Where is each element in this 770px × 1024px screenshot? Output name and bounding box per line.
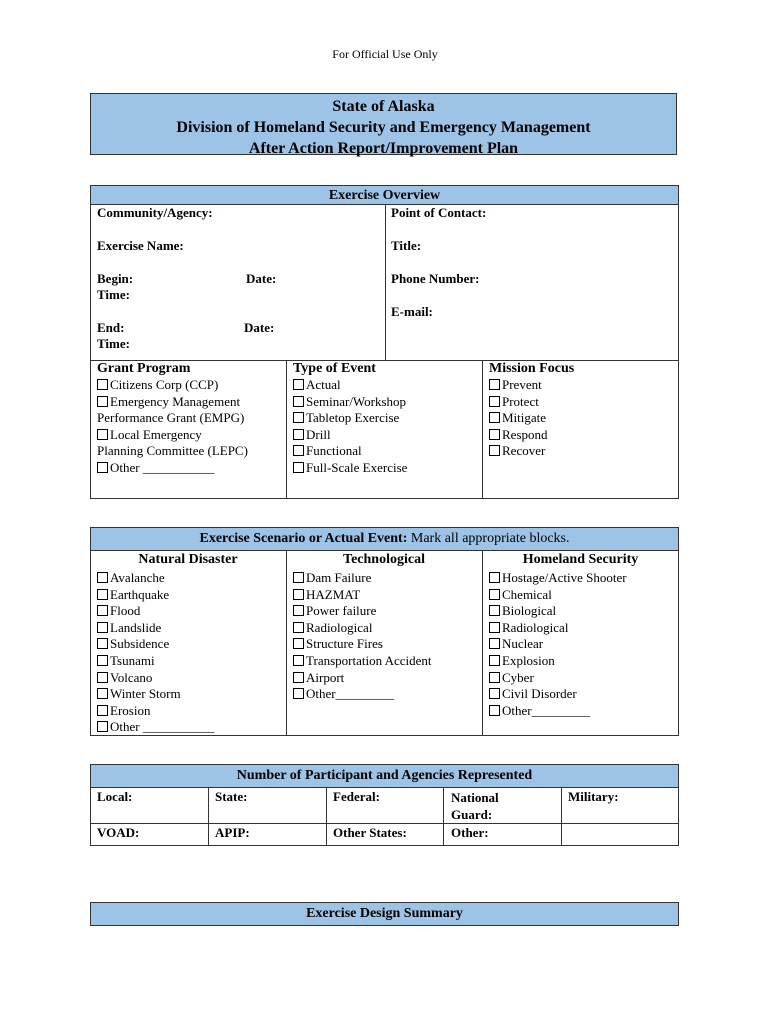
title-line-3: After Action Report/Improvement Plan [248, 140, 519, 157]
technological-list [293, 570, 432, 703]
begin-label[interactable]: Begin: [97, 271, 134, 286]
checkbox-icon[interactable] [97, 572, 108, 583]
participants-col-divider-4 [561, 787, 562, 846]
checkbox-icon[interactable] [293, 589, 304, 600]
checkbox-icon[interactable] [489, 429, 500, 440]
checkbox-icon[interactable] [97, 672, 108, 683]
participants-col-divider-3 [443, 787, 444, 846]
natural-option-flood[interactable]: Flood [97, 603, 214, 620]
end-time-label[interactable]: Time: [97, 336, 130, 351]
homeland-security-list [489, 570, 627, 719]
participants-col-divider-1 [208, 787, 209, 846]
phone-number-label[interactable]: Phone Number: [391, 271, 480, 286]
checkbox-icon[interactable] [489, 572, 500, 583]
tech-option-transportation[interactable]: Transportation Accident [293, 653, 432, 670]
checkbox-icon[interactable] [293, 412, 304, 423]
checkbox-icon[interactable] [293, 429, 304, 440]
tech-option-hazmat[interactable]: HAZMAT [293, 587, 432, 604]
checkbox-icon[interactable] [97, 589, 108, 600]
homeland-security-heading: Homeland Security [522, 552, 639, 567]
technological-heading: Technological [343, 552, 425, 567]
grant-option-ccp[interactable]: Citizens Corp (CCP) [97, 377, 248, 394]
natural-option-subsidence[interactable]: Subsidence [97, 636, 214, 653]
event-option-functional[interactable]: Functional [293, 443, 407, 460]
document-title-block [90, 93, 677, 155]
event-option-seminar[interactable]: Seminar/Workshop [293, 394, 407, 411]
military-count-field[interactable]: Military: [568, 789, 619, 804]
email-label[interactable]: E-mail: [391, 304, 433, 319]
hs-option-hostage[interactable]: Hostage/Active Shooter [489, 570, 627, 587]
title-line-1: State of Alaska [332, 98, 435, 115]
state-count-field[interactable]: State: [215, 789, 248, 804]
hs-option-radiological[interactable]: Radiological [489, 620, 627, 637]
tech-option-radiological[interactable]: Radiological [293, 620, 432, 637]
hs-option-chemical[interactable]: Chemical [489, 587, 627, 604]
natural-option-volcano[interactable]: Volcano [97, 670, 214, 687]
checkbox-icon[interactable] [293, 396, 304, 407]
hs-option-civil-disorder[interactable]: Civil Disorder [489, 686, 627, 703]
hs-option-biological[interactable]: Biological [489, 603, 627, 620]
checkbox-icon[interactable] [293, 638, 304, 649]
natural-disaster-list [97, 570, 214, 736]
participants-heading: Number of Participant and Agencies Represented [90, 764, 679, 788]
event-option-full-scale[interactable]: Full-Scale Exercise [293, 460, 407, 477]
hs-option-explosion[interactable]: Explosion [489, 653, 627, 670]
tech-option-power-failure[interactable]: Power failure [293, 603, 432, 620]
type-of-event-heading: Type of Event [293, 361, 376, 376]
natural-disaster-heading: Natural Disaster [138, 552, 238, 567]
checkbox-icon[interactable] [97, 605, 108, 616]
scenario-heading: Exercise Scenario or Actual Event: Mark all appropriate blocks. [90, 527, 679, 551]
checkbox-icon[interactable] [97, 705, 108, 716]
grant-option-lepc-cont: Planning Committee (LEPC) [97, 443, 248, 459]
contact-title-label[interactable]: Title: [391, 238, 422, 253]
checkbox-icon[interactable] [97, 688, 108, 699]
national-guard-count-field[interactable]: National Guard: [451, 790, 499, 822]
mission-focus-heading: Mission Focus [489, 361, 575, 376]
tech-option-airport[interactable]: Airport [293, 670, 432, 687]
checkbox-icon[interactable] [293, 445, 304, 456]
event-option-tabletop[interactable]: Tabletop Exercise [293, 410, 407, 427]
type-of-event-column [293, 361, 407, 477]
checkbox-icon[interactable] [97, 721, 108, 732]
design-summary-heading: Exercise Design Summary [90, 902, 679, 926]
checkbox-icon[interactable] [489, 622, 500, 633]
exercise-overview-heading: Exercise Overview [90, 185, 679, 205]
grant-program-heading: Grant Program [97, 361, 191, 376]
checkbox-icon[interactable] [489, 396, 500, 407]
voad-count-field[interactable]: VOAD: [97, 825, 140, 840]
checkbox-icon[interactable] [489, 379, 500, 390]
type-mission-divider [482, 360, 483, 499]
natural-option-tsunami[interactable]: Tsunami [97, 653, 214, 670]
mission-focus-column [489, 361, 574, 460]
scenario-divider-2 [482, 550, 483, 736]
checkbox-icon[interactable] [489, 412, 500, 423]
checkbox-icon[interactable] [293, 672, 304, 683]
natural-option-avalanche[interactable]: Avalanche [97, 570, 214, 587]
title-line-2: Division of Homeland Security and Emergency Management [176, 119, 591, 136]
checkbox-icon[interactable] [489, 605, 500, 616]
event-option-drill[interactable]: Drill [293, 427, 407, 444]
checkbox-icon[interactable] [293, 462, 304, 473]
grant-option-other[interactable]: Other ___________ [97, 460, 248, 477]
checkbox-icon[interactable] [293, 688, 304, 699]
checkbox-icon[interactable] [97, 379, 108, 390]
checkbox-icon[interactable] [293, 622, 304, 633]
federal-count-field[interactable]: Federal: [333, 789, 380, 804]
overview-divider [385, 204, 386, 360]
tech-option-structure-fires[interactable]: Structure Fires [293, 636, 432, 653]
participants-row-divider [90, 823, 679, 824]
checkbox-icon[interactable] [97, 429, 108, 440]
grant-option-lepc[interactable]: Local Emergency [97, 427, 248, 444]
checkbox-icon[interactable] [293, 379, 304, 390]
participants-col-divider-2 [326, 787, 327, 846]
natural-option-erosion[interactable]: Erosion [97, 703, 214, 720]
checkbox-icon[interactable] [293, 605, 304, 616]
checkbox-icon[interactable] [489, 705, 500, 716]
hs-option-cyber[interactable]: Cyber [489, 670, 627, 687]
end-label[interactable]: End: [97, 320, 125, 335]
grant-program-column [97, 361, 248, 477]
local-count-field[interactable]: Local: [97, 789, 133, 804]
grant-type-divider [286, 360, 287, 499]
end-date-label[interactable]: Date: [244, 320, 275, 335]
natural-option-other[interactable]: Other ___________ [97, 719, 214, 736]
natural-option-winter-storm[interactable]: Winter Storm [97, 686, 214, 703]
other-states-count-field[interactable]: Other States: [333, 825, 407, 840]
community-agency-label[interactable]: Community/Agency: [97, 205, 213, 220]
natural-option-earthquake[interactable]: Earthquake [97, 587, 214, 604]
scenario-divider-1 [286, 550, 287, 736]
natural-option-landslide[interactable]: Landslide [97, 620, 214, 637]
begin-time-label[interactable]: Time: [97, 287, 130, 302]
grant-option-empg-cont: Performance Grant (EMPG) [97, 410, 245, 426]
checkbox-icon[interactable] [97, 462, 108, 473]
checkbox-icon[interactable] [293, 572, 304, 583]
checkbox-icon[interactable] [97, 396, 108, 407]
mission-option-respond[interactable]: Respond [489, 427, 574, 444]
checkbox-icon[interactable] [489, 638, 500, 649]
checkbox-icon[interactable] [489, 688, 500, 699]
checkbox-icon[interactable] [293, 655, 304, 666]
point-of-contact-label[interactable]: Point of Contact: [391, 205, 487, 220]
other-count-field[interactable]: Other: [451, 825, 489, 840]
mission-option-recover[interactable]: Recover [489, 443, 574, 460]
exercise-name-label[interactable]: Exercise Name: [97, 238, 184, 253]
checkbox-icon[interactable] [97, 622, 108, 633]
checkbox-icon[interactable] [97, 655, 108, 666]
official-use-note: For Official Use Only [332, 47, 438, 61]
checkbox-icon[interactable] [97, 638, 108, 649]
checkbox-icon[interactable] [489, 589, 500, 600]
mission-option-protect[interactable]: Protect [489, 394, 574, 411]
apip-count-field[interactable]: APIP: [215, 825, 250, 840]
tech-option-other[interactable]: Other_________ [293, 686, 432, 703]
mission-option-mitigate[interactable]: Mitigate [489, 410, 574, 427]
begin-date-label[interactable]: Date: [246, 271, 277, 286]
hs-option-nuclear[interactable]: Nuclear [489, 636, 627, 653]
tech-option-dam-failure[interactable]: Dam Failure [293, 570, 432, 587]
hs-option-other[interactable]: Other_________ [489, 703, 627, 720]
mission-option-prevent[interactable]: Prevent [489, 377, 574, 394]
checkbox-icon[interactable] [489, 655, 500, 666]
event-option-actual[interactable]: Actual [293, 377, 407, 394]
checkbox-icon[interactable] [489, 672, 500, 683]
grant-option-empg[interactable]: Emergency Management [97, 394, 248, 411]
checkbox-icon[interactable] [489, 445, 500, 456]
